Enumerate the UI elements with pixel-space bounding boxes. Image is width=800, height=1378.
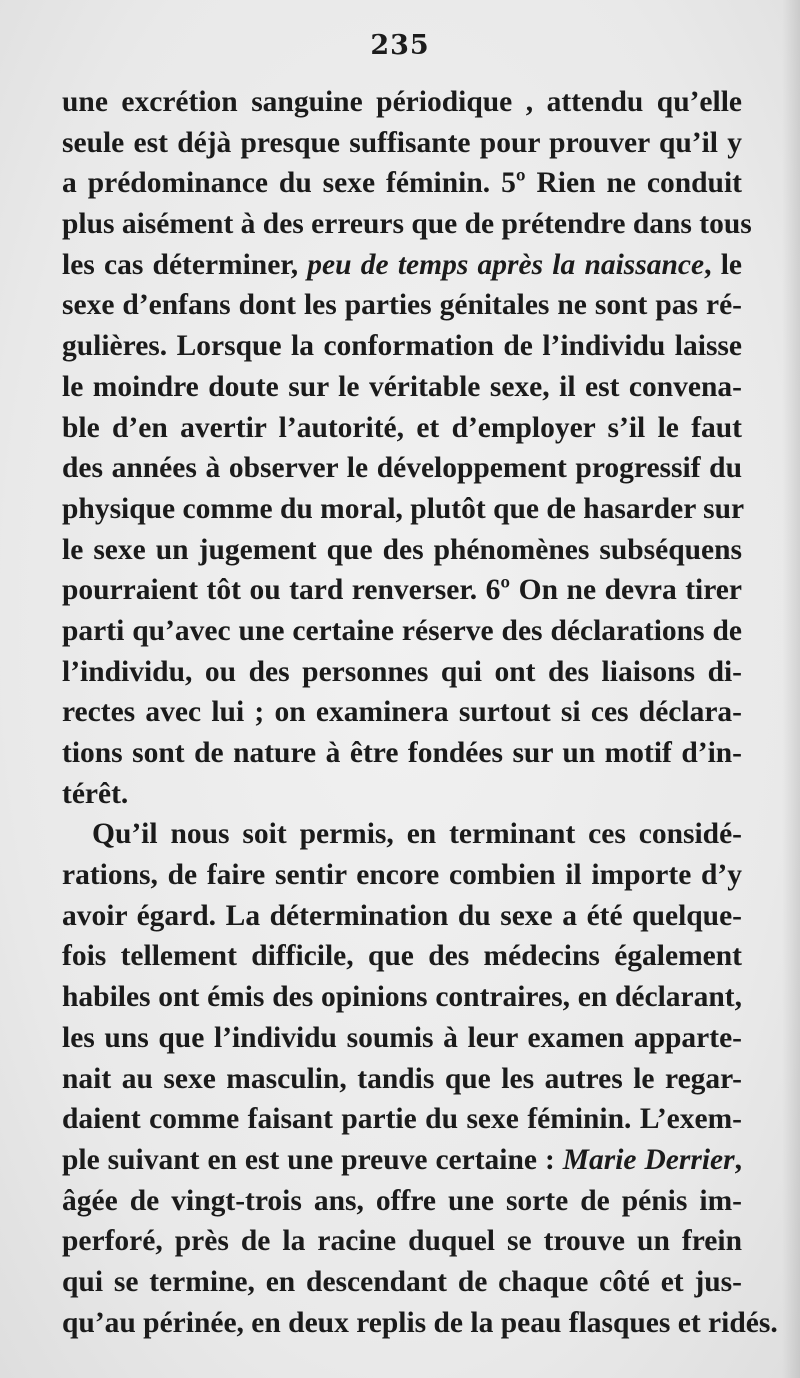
text-line bbox=[62, 977, 742, 1018]
text-segment: le sexe un jugement que des phénomènes subséquens bbox=[62, 533, 742, 566]
text-line bbox=[62, 1140, 742, 1181]
text-segment: seule est déjà presque suffisante pour prouver qu’il y bbox=[62, 126, 742, 159]
text-line bbox=[62, 1303, 778, 1344]
text-segment: habiles ont émis des opinions contraires, en déclarant, bbox=[62, 981, 742, 1014]
text-line bbox=[62, 1018, 742, 1059]
text-segment: qui se termine, en descendant de chaque côté et jus- bbox=[62, 1265, 742, 1298]
text-line bbox=[62, 1181, 742, 1222]
text-segment: une excrétion sanguine périodique , attendu qu’elle bbox=[62, 86, 742, 118]
text-segment: physique comme du moral, plutôt que de hasarder sur bbox=[62, 492, 745, 525]
text-line bbox=[62, 123, 742, 164]
text-segment: , bbox=[734, 1143, 742, 1176]
text-segment: fois tellement difficile, que des médecins également bbox=[62, 940, 742, 973]
text-segment: tions sont de nature à être fondées sur un motif d’in- bbox=[62, 737, 742, 769]
italic-segment: Marie Derrier bbox=[562, 1143, 735, 1176]
text-segment: l’individu, ou des personnes qui ont des liaisons di- bbox=[62, 655, 742, 688]
text-line bbox=[62, 408, 742, 449]
text-line bbox=[62, 489, 745, 530]
text-line bbox=[62, 896, 742, 937]
text-line bbox=[62, 82, 742, 123]
text-segment: ble d’en avertir l’autorité, et d’employer s’il le faut bbox=[62, 411, 742, 444]
text-segment: gulières. Lorsque la conformation de l’individu laisse bbox=[62, 330, 742, 363]
text-segment: perforé, près de la racine duquel se trouve un frein bbox=[62, 1225, 742, 1258]
text-segment: ple suivant en est une preuve certaine : bbox=[62, 1143, 563, 1176]
text-line bbox=[62, 692, 742, 733]
text-line bbox=[62, 367, 742, 408]
text-line bbox=[62, 611, 742, 652]
page-edge-shadow bbox=[782, 0, 800, 1378]
text-segment: sexe d’enfans dont les parties génitales ne sont pas ré- bbox=[62, 289, 742, 322]
body-text bbox=[62, 82, 778, 1343]
text-segment: parti qu’avec une certaine réserve des déclarations de bbox=[62, 614, 742, 647]
text-line bbox=[62, 1221, 742, 1262]
text-line bbox=[62, 448, 742, 489]
page-number: 235 bbox=[370, 30, 430, 61]
text-segment: des années à observer le développement progressif du bbox=[62, 452, 742, 485]
text-segment: térêt. bbox=[62, 777, 129, 810]
text-segment: nait au sexe masculin, tandis que les autres le regar- bbox=[62, 1062, 742, 1095]
text-segment: plus aisément à des erreurs que de prétendre dans tous bbox=[62, 208, 752, 241]
text-line bbox=[62, 285, 742, 326]
text-line bbox=[62, 814, 742, 855]
text-line bbox=[62, 1262, 742, 1303]
text-segment: avoir égard. La détermination du sexe a été quelque- bbox=[62, 899, 742, 932]
text-line bbox=[62, 326, 742, 367]
text-segment: qu’au périnée, en deux replis de la peau flasques et ridés. bbox=[62, 1306, 778, 1339]
text-line bbox=[62, 1059, 742, 1100]
text-line bbox=[62, 530, 742, 571]
text-segment: , le bbox=[704, 248, 742, 281]
text-segment: pourraient tôt ou tard renverser. 6º On ne devra tirer bbox=[62, 574, 742, 607]
text-segment: âgée de vingt-trois ans, offre une sorte de pénis im- bbox=[62, 1184, 742, 1217]
text-line bbox=[62, 570, 742, 611]
text-segment: daient comme faisant partie du sexe féminin. L’exem- bbox=[62, 1103, 742, 1136]
text-segment: rations, de faire sentir encore combien il importe d’y bbox=[62, 859, 742, 892]
italic-segment: peu de temps après la naissance bbox=[307, 248, 705, 281]
text-line bbox=[62, 1099, 742, 1140]
text-segment: rectes avec lui ; on examinera surtout si ces déclara- bbox=[62, 696, 742, 729]
text-segment: le moindre doute sur le véritable sexe, il est convena- bbox=[62, 370, 742, 403]
text-segment: Qu’il nous soit permis, en terminant ces considé- bbox=[92, 818, 742, 851]
text-segment: les cas déterminer, bbox=[62, 248, 308, 281]
text-line bbox=[62, 855, 742, 896]
text-line bbox=[62, 774, 742, 815]
text-line bbox=[62, 204, 752, 245]
text-segment: les uns que l’individu soumis à leur examen apparte- bbox=[62, 1021, 742, 1054]
text-line bbox=[62, 733, 742, 774]
text-line bbox=[62, 652, 742, 693]
text-line bbox=[62, 936, 742, 977]
text-line bbox=[62, 163, 742, 204]
text-line bbox=[62, 245, 742, 286]
text-segment: a prédominance du sexe féminin. 5º Rien ne conduit bbox=[62, 167, 742, 200]
